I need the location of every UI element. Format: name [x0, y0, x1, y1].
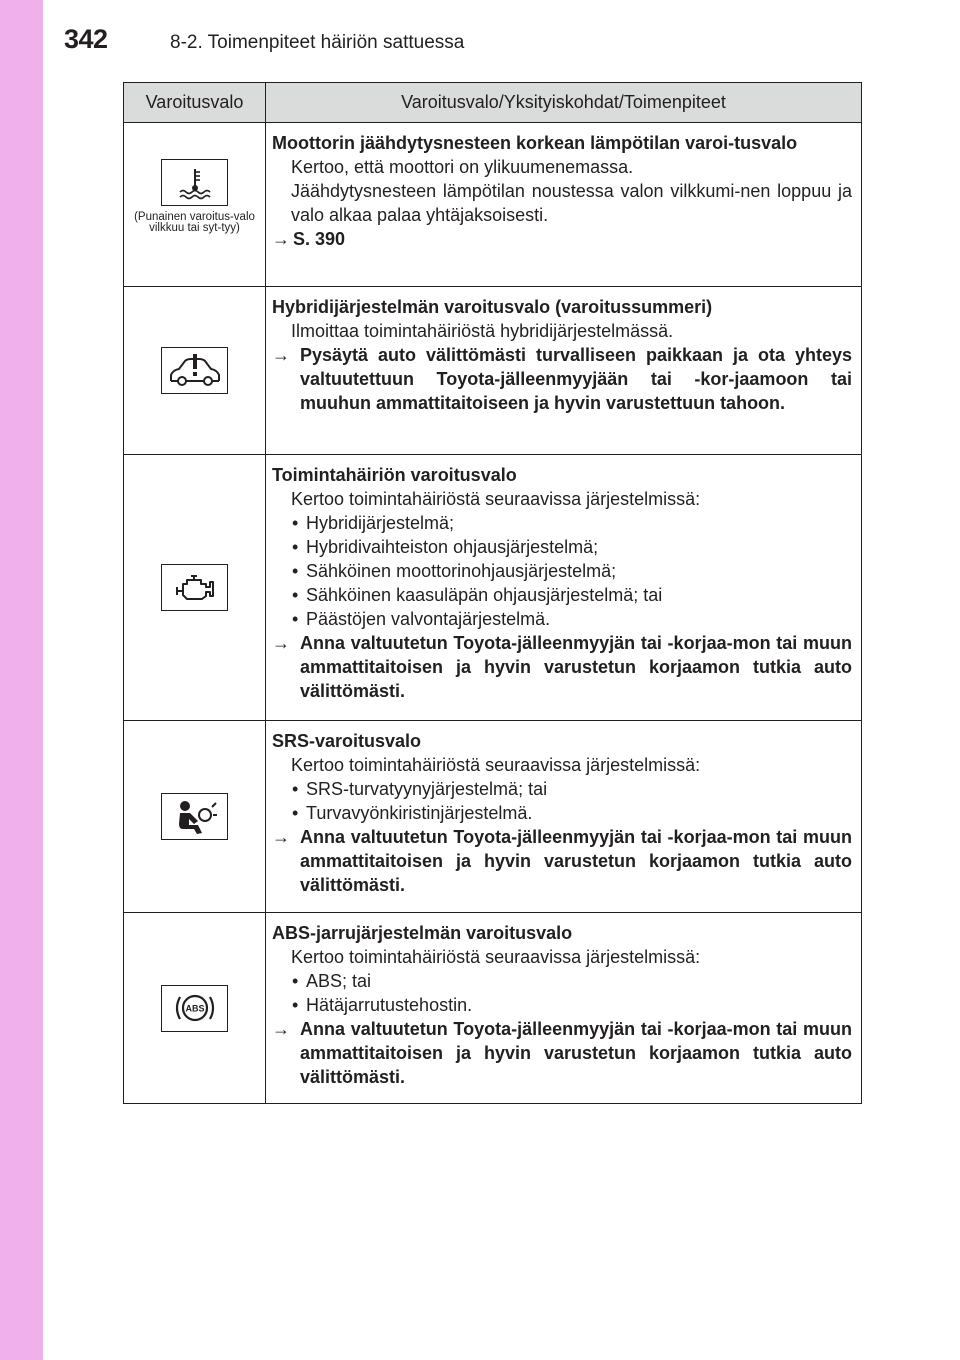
list-item: • Sähköinen moottorinohjausjärjestelmä; — [272, 559, 852, 583]
col-header-warning-light: Varoitusvalo — [124, 83, 266, 122]
action-text: Anna valtuutetun Toyota-jälleenmyyjän tai -korjaa-mon tai muun ammattitaitoisen ja hyvin varustetun korjaamon tutkia auto välittömästi. — [300, 633, 852, 701]
table-row — [124, 287, 861, 455]
row-action — [272, 227, 852, 251]
arrow-icon: → — [272, 229, 290, 249]
row-title: ABS-jarrujärjestelmän varoitusvalo — [272, 923, 573, 943]
list-item: • Hätäjarrutustehostin. — [272, 993, 852, 1017]
warning-light-table — [123, 82, 862, 1104]
arrow-icon: → — [272, 827, 290, 847]
srs-airbag-icon — [161, 793, 228, 840]
row-description: Kertoo toimintahäiriöstä seuraavissa järjestelmissä: — [291, 489, 701, 509]
abs-icon — [161, 985, 228, 1032]
list-item: • ABS; tai — [272, 969, 852, 993]
page-number: 342 — [64, 24, 108, 54]
table-header-row — [124, 83, 861, 123]
icon-cell — [124, 123, 266, 286]
col-header-details: Varoitusvalo/Yksityiskohdat/Toimenpiteet — [401, 92, 726, 112]
abs-icon-label: ABS — [184, 1003, 205, 1014]
details-cell — [266, 123, 861, 286]
row-description: Jäähdytysnesteen lämpötilan noustessa valon vilkkumi-nen loppuu ja valo alkaa palaa yhtäjaksoisesti. — [291, 181, 852, 225]
list-item: • Sähköinen kaasuläpän ohjausjärjestelmä; tai — [272, 583, 852, 607]
hybrid-system-warning-icon — [161, 347, 228, 394]
details-cell — [266, 287, 861, 454]
details-cell — [266, 455, 861, 720]
row-description: Kertoo, että moottori on ylikuumenemassa. — [291, 157, 634, 177]
arrow-icon: → — [272, 345, 290, 365]
icon-cell — [124, 455, 266, 720]
list-item: • Hybridivaihteiston ohjausjärjestelmä; — [272, 535, 852, 559]
table-row — [124, 455, 861, 721]
list-item: • Hybridijärjestelmä; — [272, 511, 852, 535]
section-title: 8-2. Toimenpiteet häiriön sattuessa — [170, 32, 465, 53]
icon-cell — [124, 287, 266, 454]
row-title: Hybridijärjestelmän varoitusvalo (varoitussummeri) — [272, 297, 713, 317]
list-item: • Turvavyönkiristinjärjestelmä. — [272, 801, 852, 825]
arrow-icon: → — [272, 1019, 290, 1039]
icon-caption: (Punainen varoitus-valo vilkkuu tai syt-tyy) — [134, 211, 255, 234]
row-title: SRS-varoitusvalo — [272, 731, 422, 751]
row-description: Kertoo toimintahäiriöstä seuraavissa järjestelmissä: — [291, 755, 701, 775]
details-cell — [266, 721, 861, 912]
icon-cell — [124, 721, 266, 912]
engine-malfunction-icon — [161, 564, 228, 611]
coolant-temperature-icon — [161, 159, 228, 206]
icon-cell — [124, 913, 266, 1103]
list-item: • SRS-turvatyynyjärjestelmä; tai — [272, 777, 852, 801]
row-action — [272, 343, 852, 415]
action-text: Anna valtuutetun Toyota-jälleenmyyjän tai -korjaa-mon tai muun ammattitaitoisen ja hyvin varustetun korjaamon tutkia auto välittömästi. — [300, 827, 852, 895]
row-action — [272, 825, 852, 897]
list-item: • Päästöjen valvontajärjestelmä. — [272, 607, 852, 631]
row-description: Ilmoittaa toimintahäiriöstä hybridijärjestelmässä. — [291, 321, 674, 341]
table-row — [124, 721, 861, 913]
page-reference: S. 390 — [293, 229, 346, 249]
row-title: Toimintahäiriön varoitusvalo — [272, 465, 517, 485]
table-row — [124, 123, 861, 287]
action-text: Pysäytä auto välittömästi turvalliseen paikkaan ja ota yhteys valtuutettuun Toyota-jälleenmyyjään tai -kor-jaamoon tai muuhun ammattitaitoiseen ja hyvin varustettuun tahoon. — [300, 345, 852, 413]
row-description: Kertoo toimintahäiriöstä seuraavissa järjestelmissä: — [291, 947, 701, 967]
arrow-icon: → — [272, 633, 290, 653]
row-action — [272, 1017, 852, 1089]
details-cell — [266, 913, 861, 1103]
row-title: Moottorin jäähdytysnesteen korkean lämpötilan varoi-tusvalo — [272, 133, 798, 153]
side-color-band — [0, 0, 43, 1360]
action-text: Anna valtuutetun Toyota-jälleenmyyjän tai -korjaa-mon tai muun ammattitaitoisen ja hyvin varustetun korjaamon tutkia auto välittömästi. — [300, 1019, 852, 1087]
row-action — [272, 631, 852, 703]
table-row — [124, 913, 861, 1103]
